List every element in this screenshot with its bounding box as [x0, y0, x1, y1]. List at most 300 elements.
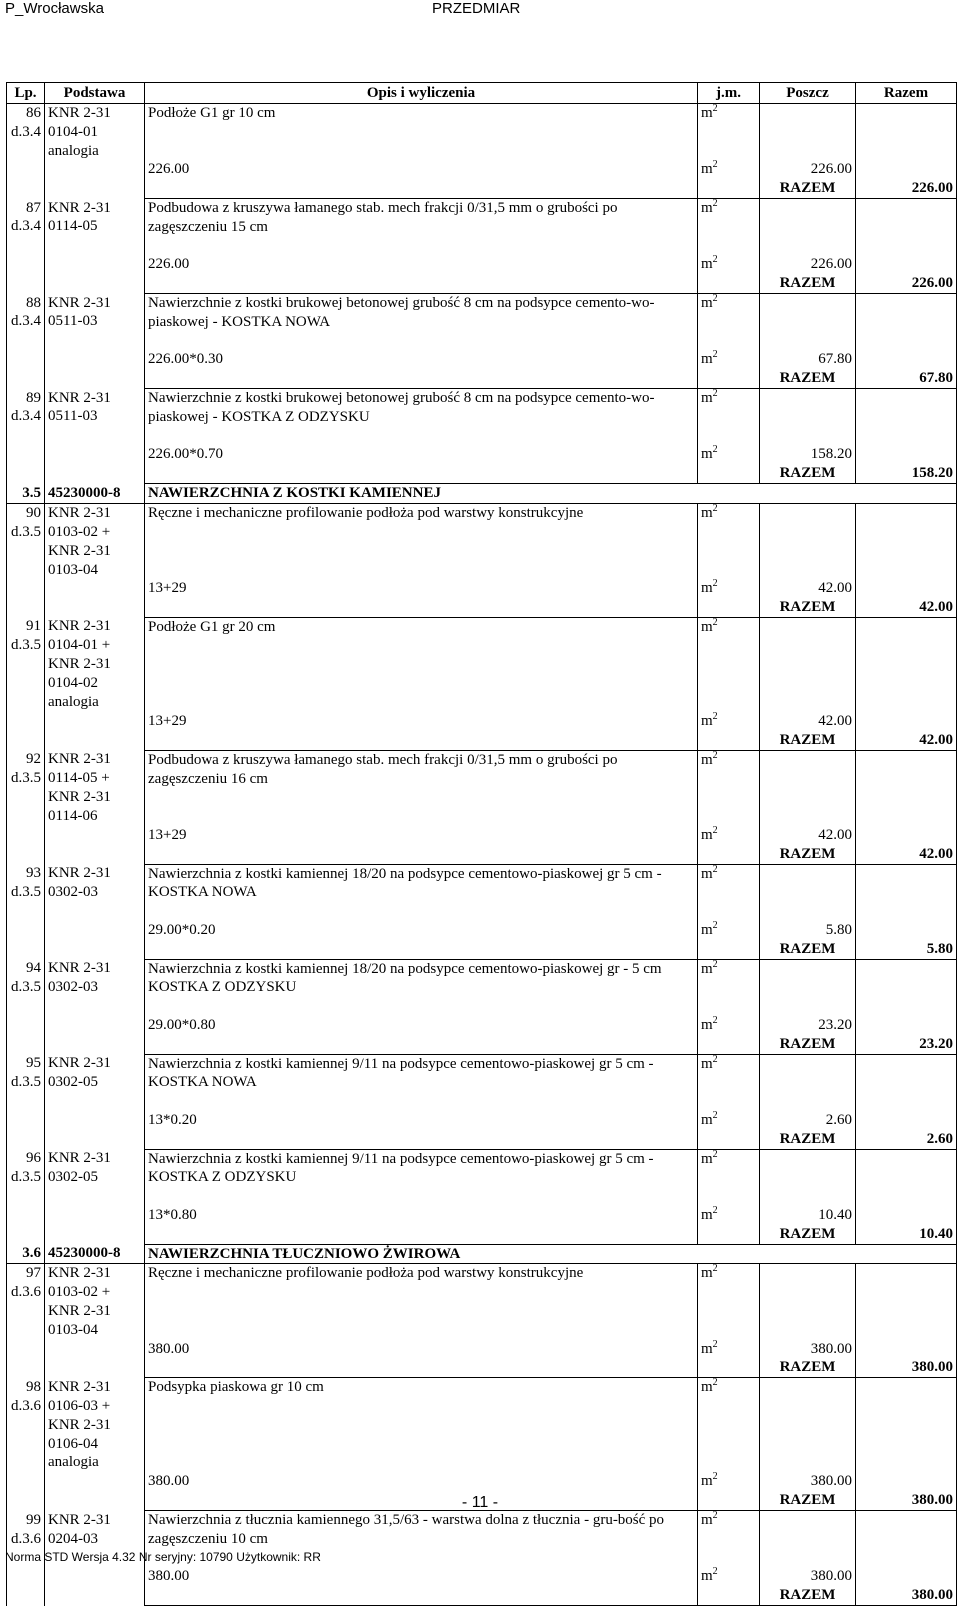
position-lp — [7, 389, 45, 484]
sum-empty — [856, 1511, 957, 1568]
calculation-expression: 13*0.80 — [145, 1206, 698, 1225]
qty-empty — [760, 1054, 856, 1111]
unit-cell — [698, 826, 760, 845]
calculation-row — [7, 1016, 957, 1035]
partial-quantity: 380.00 — [760, 1340, 856, 1359]
unit-cell — [698, 1264, 760, 1340]
qty-empty — [760, 959, 856, 1016]
base-line: 0511-03 — [48, 313, 98, 330]
qty-empty — [760, 389, 856, 446]
base-line: KNR 2-31 — [48, 105, 111, 121]
position-base — [45, 1054, 145, 1149]
table-row — [7, 1054, 957, 1111]
total-value: 158.20 — [856, 464, 957, 483]
sum-empty — [856, 445, 957, 464]
base-line: 0114-06 — [48, 807, 98, 824]
position-spec-ref: d.3.6 — [11, 1530, 41, 1547]
calculation-expression: 13+29 — [145, 579, 698, 598]
unit-superscript: 2 — [712, 1472, 718, 1483]
calculation-row — [7, 1206, 957, 1225]
total-label: RAZEM — [760, 731, 856, 750]
table-row — [7, 389, 957, 446]
calculation-expression: 380.00 — [145, 1340, 698, 1359]
unit-superscript: 2 — [712, 1510, 718, 1522]
qty-empty — [760, 1511, 856, 1568]
position-lp — [7, 503, 45, 617]
total-row — [7, 179, 957, 198]
unit-label: m — [701, 1206, 713, 1223]
position-spec-ref: d.3.5 — [11, 1073, 41, 1090]
sum-empty — [856, 503, 957, 579]
total-spacer — [698, 1130, 760, 1149]
qty-empty — [760, 294, 856, 351]
base-line: KNR 2-31 — [48, 1511, 111, 1528]
total-spacer — [698, 940, 760, 959]
unit-cell — [698, 1054, 760, 1111]
base-line: 0204-03 — [48, 1530, 98, 1547]
sum-empty — [856, 1149, 957, 1206]
base-line: KNR 2-31 — [48, 960, 111, 977]
sum-empty — [856, 617, 957, 712]
unit-cell — [698, 750, 760, 826]
unit-superscript: 2 — [712, 350, 718, 361]
unit-label: m — [701, 618, 713, 635]
partial-quantity: 10.40 — [760, 1206, 856, 1225]
base-line: KNR 2-31 — [48, 751, 111, 768]
position-description: Ręczne i mechaniczne profilowanie podłoża pod warstwy konstrukcyjne — [145, 503, 698, 579]
base-line: KNR 2-31 — [48, 504, 111, 521]
table-header-row — [7, 83, 957, 104]
base-line: KNR 2-31 — [48, 1055, 111, 1072]
position-description: Nawierzchnia z kostki kamiennej 18/20 na podsypce cementowo-piaskowej gr 5 cm - KOSTKA NOWA — [145, 864, 698, 921]
sum-empty — [856, 389, 957, 446]
partial-quantity: 5.80 — [760, 921, 856, 940]
position-description: Ręczne i mechaniczne profilowanie podłoża pod warstwy konstrukcyjne — [145, 1264, 698, 1340]
base-line: 0106-03 + — [48, 1397, 111, 1414]
total-label: RAZEM — [760, 464, 856, 483]
qty-empty — [760, 1149, 856, 1206]
position-number: 88 — [26, 294, 41, 311]
total-spacer — [145, 274, 698, 293]
total-label: RAZEM — [760, 369, 856, 388]
table-row — [7, 1378, 957, 1473]
sum-empty — [856, 1472, 957, 1491]
unit-label: m — [701, 1512, 713, 1529]
table-row — [7, 750, 957, 826]
sum-empty — [856, 1054, 957, 1111]
unit-superscript: 2 — [712, 617, 718, 628]
total-spacer — [698, 731, 760, 750]
unit-superscript: 2 — [712, 1054, 718, 1065]
position-description: Podbudowa z kruszywa łamanego stab. mech frakcji 0/31,5 mm o grubości po zagęszczeniu 16 cm — [145, 750, 698, 826]
position-base — [45, 959, 145, 1054]
unit-superscript: 2 — [712, 1263, 718, 1275]
total-value: 2.60 — [856, 1130, 957, 1149]
sum-empty — [856, 350, 957, 369]
position-spec-ref: d.3.5 — [11, 978, 41, 995]
col-header-lp: Lp. — [7, 83, 45, 104]
position-number: 87 — [26, 199, 41, 216]
total-row — [7, 1586, 957, 1605]
total-label: RAZEM — [760, 1130, 856, 1149]
position-number: 96 — [26, 1150, 41, 1167]
unit-label: m — [701, 1016, 713, 1033]
partial-quantity: 2.60 — [760, 1111, 856, 1130]
position-lp — [7, 617, 45, 750]
position-lp — [7, 864, 45, 959]
total-label: RAZEM — [760, 940, 856, 959]
unit-label: m — [701, 504, 713, 521]
position-description: Nawierzchnia z kostki kamiennej 9/11 na podsypce cementowo-piaskowej gr 5 cm - KOSTKA NOWA — [145, 1054, 698, 1111]
base-line: KNR 2-31 — [48, 865, 111, 882]
total-spacer — [698, 369, 760, 388]
section-row — [7, 484, 957, 504]
unit-cell — [698, 1340, 760, 1359]
unit-label: m — [701, 1055, 713, 1072]
sum-empty — [856, 579, 957, 598]
position-base — [45, 1378, 145, 1511]
sum-empty — [856, 104, 957, 161]
col-header-desc: Opis i wyliczenia — [145, 83, 698, 104]
unit-cell — [698, 579, 760, 598]
unit-superscript: 2 — [712, 920, 718, 931]
total-label: RAZEM — [760, 274, 856, 293]
position-number: 91 — [26, 618, 41, 635]
total-label: RAZEM — [760, 598, 856, 617]
total-spacer — [145, 1358, 698, 1377]
total-spacer — [698, 464, 760, 483]
position-number: 89 — [26, 389, 41, 406]
unit-superscript: 2 — [712, 198, 718, 209]
position-description: Nawierzchnia z kostki kamiennej 9/11 na podsypce cementowo-piaskowej gr 5 cm - KOSTKA Z ODZYSKU — [145, 1149, 698, 1206]
partial-quantity: 42.00 — [760, 826, 856, 845]
unit-superscript: 2 — [712, 825, 718, 836]
calculation-expression: 13+29 — [145, 826, 698, 845]
total-spacer — [698, 1358, 760, 1377]
unit-label: m — [701, 712, 713, 729]
sum-empty — [856, 750, 957, 826]
sum-empty — [856, 1016, 957, 1035]
calculation-expression: 380.00 — [145, 1472, 698, 1491]
unit-label: m — [701, 1568, 713, 1585]
total-row — [7, 845, 957, 864]
total-value: 42.00 — [856, 731, 957, 750]
position-number: 98 — [26, 1378, 41, 1395]
unit-label: m — [701, 161, 713, 178]
position-spec-ref: d.3.6 — [11, 1284, 41, 1301]
sum-empty — [856, 199, 957, 256]
position-base — [45, 617, 145, 750]
sum-empty — [856, 864, 957, 921]
base-line: 0114-05 — [48, 218, 98, 235]
total-row — [7, 598, 957, 617]
position-number: 97 — [26, 1265, 41, 1282]
header-project-name: P_Wrocławska — [5, 0, 104, 17]
unit-cell — [698, 1206, 760, 1225]
position-number: 93 — [26, 865, 41, 882]
calculation-row — [7, 160, 957, 179]
calculation-row — [7, 1111, 957, 1130]
base-line: 0104-01 + — [48, 637, 111, 654]
unit-cell — [698, 1511, 760, 1568]
position-spec-ref: d.3.4 — [11, 408, 41, 425]
total-label: RAZEM — [760, 1358, 856, 1377]
sum-empty — [856, 1264, 957, 1340]
calculation-expression: 29.00*0.80 — [145, 1016, 698, 1035]
total-spacer — [145, 464, 698, 483]
unit-superscript: 2 — [712, 1015, 718, 1026]
total-spacer — [698, 598, 760, 617]
total-spacer — [145, 1130, 698, 1149]
total-value: 42.00 — [856, 845, 957, 864]
unit-label: m — [701, 256, 713, 273]
calculation-expression: 226.00 — [145, 255, 698, 274]
position-description: Nawierzchnia z kostki kamiennej 18/20 na podsypce cementowo-piaskowej gr - 5 cm KOSTKA Z ODZYSKU — [145, 959, 698, 1016]
unit-superscript: 2 — [712, 160, 718, 171]
position-lp — [7, 1149, 45, 1244]
total-label: RAZEM — [760, 179, 856, 198]
position-lp — [7, 1054, 45, 1149]
partial-quantity: 226.00 — [760, 160, 856, 179]
total-spacer — [145, 1035, 698, 1054]
total-spacer — [698, 1586, 760, 1605]
total-label: RAZEM — [760, 1491, 856, 1510]
total-value: 226.00 — [856, 274, 957, 293]
unit-superscript: 2 — [712, 959, 718, 970]
unit-superscript: 2 — [712, 503, 718, 514]
sum-empty — [856, 160, 957, 179]
total-spacer — [698, 274, 760, 293]
calculation-row — [7, 445, 957, 464]
unit-cell — [698, 503, 760, 579]
unit-superscript: 2 — [712, 711, 718, 722]
table-row — [7, 864, 957, 921]
table-row — [7, 1149, 957, 1206]
unit-cell — [698, 389, 760, 446]
unit-label: m — [701, 826, 713, 843]
section-row — [7, 1244, 957, 1264]
base-line: 0104-02 — [48, 675, 98, 692]
unit-cell — [698, 1472, 760, 1491]
total-row — [7, 1130, 957, 1149]
unit-cell — [698, 255, 760, 274]
table-row — [7, 294, 957, 351]
sum-empty — [856, 294, 957, 351]
base-line: KNR 2-31 — [48, 294, 111, 311]
calculation-expression: 380.00 — [145, 1567, 698, 1586]
total-label: RAZEM — [760, 845, 856, 864]
sum-empty — [856, 1378, 957, 1473]
base-line: analogia — [48, 693, 99, 710]
unit-superscript: 2 — [712, 445, 718, 456]
total-row — [7, 940, 957, 959]
position-lp — [7, 294, 45, 389]
unit-superscript: 2 — [712, 579, 718, 589]
base-line: 0103-02 + — [48, 523, 111, 540]
qty-empty — [760, 1378, 856, 1473]
total-spacer — [145, 845, 698, 864]
unit-label: m — [701, 1340, 713, 1357]
unit-label: m — [701, 200, 713, 216]
total-row — [7, 369, 957, 388]
sum-empty — [856, 1111, 957, 1130]
sum-empty — [856, 1340, 957, 1359]
total-value: 10.40 — [856, 1225, 957, 1244]
unit-cell — [698, 445, 760, 464]
unit-cell — [698, 199, 760, 256]
unit-label: m — [701, 1379, 713, 1396]
section-title: NAWIERZCHNIA Z KOSTKI KAMIENNEJ — [145, 484, 957, 504]
section-code: 45230000-8 — [45, 484, 145, 504]
position-spec-ref: d.3.5 — [11, 770, 41, 787]
calculation-row — [7, 579, 957, 598]
unit-label: m — [701, 580, 713, 596]
base-line: 0114-05 + — [48, 770, 110, 787]
unit-label: m — [701, 295, 713, 311]
calculation-expression: 29.00*0.20 — [145, 921, 698, 940]
total-spacer — [145, 598, 698, 617]
total-value: 42.00 — [856, 598, 957, 617]
section-number: 3.5 — [7, 484, 45, 504]
position-description: Nawierzchnie z kostki brukowej betonowej grubość 8 cm na podsypce cemento-wo-piaskowej - KOSTKA NOWA — [145, 294, 698, 351]
sum-empty — [856, 255, 957, 274]
position-spec-ref: d.3.5 — [11, 883, 41, 900]
position-lp — [7, 750, 45, 864]
position-base — [45, 1149, 145, 1244]
unit-label: m — [701, 921, 713, 938]
partial-quantity: 380.00 — [760, 1472, 856, 1491]
calculation-row — [7, 921, 957, 940]
unit-superscript: 2 — [712, 103, 718, 114]
position-description: Podsypka piaskowa gr 10 cm — [145, 1378, 698, 1473]
position-base — [45, 294, 145, 389]
unit-superscript: 2 — [712, 750, 718, 761]
total-row — [7, 731, 957, 750]
position-lp — [7, 959, 45, 1054]
total-spacer — [145, 1586, 698, 1605]
software-note: Norma STD Wersja 4.32 Nr seryjny: 10790 Użytkownik: RR — [5, 1550, 321, 1564]
col-header-sum: Razem — [856, 83, 957, 104]
position-lp — [7, 199, 45, 294]
unit-superscript: 2 — [712, 1567, 718, 1578]
base-line: 0511-03 — [48, 408, 98, 425]
unit-superscript: 2 — [712, 1339, 718, 1350]
total-value: 23.20 — [856, 1035, 957, 1054]
base-line: KNR 2-31 — [48, 1378, 111, 1395]
unit-cell — [698, 712, 760, 731]
total-spacer — [698, 845, 760, 864]
table-row — [7, 503, 957, 579]
unit-label: m — [701, 105, 713, 121]
position-base — [45, 864, 145, 959]
base-line: 0103-04 — [48, 1322, 98, 1339]
calculation-expression: 13*0.20 — [145, 1111, 698, 1130]
base-line: 0302-03 — [48, 883, 98, 900]
position-description: Nawierzchnia z tłucznia kamiennego 31,5/63 - warstwa dolna z tłucznia - gru-bość po zagęszczeniu 10 cm — [145, 1511, 698, 1568]
calculation-expression: 226.00 — [145, 160, 698, 179]
calculation-row — [7, 826, 957, 845]
unit-superscript: 2 — [712, 255, 718, 266]
position-base — [45, 389, 145, 484]
unit-cell — [698, 921, 760, 940]
total-spacer — [145, 940, 698, 959]
unit-label: m — [701, 351, 713, 368]
base-line: KNR 2-31 — [48, 1416, 111, 1433]
partial-quantity: 23.20 — [760, 1016, 856, 1035]
total-label: RAZEM — [760, 1225, 856, 1244]
unit-cell — [698, 160, 760, 179]
unit-superscript: 2 — [712, 1377, 718, 1389]
total-value: 5.80 — [856, 940, 957, 959]
total-spacer — [145, 369, 698, 388]
sum-empty — [856, 826, 957, 845]
table-body — [7, 104, 957, 1606]
position-number: 99 — [26, 1511, 41, 1528]
section-number: 3.6 — [7, 1244, 45, 1264]
unit-cell — [698, 959, 760, 1016]
partial-quantity: 158.20 — [760, 445, 856, 464]
unit-label: m — [701, 960, 713, 977]
unit-cell — [698, 617, 760, 712]
unit-label: m — [701, 865, 713, 882]
base-line: KNR 2-31 — [48, 199, 111, 216]
quantity-survey-table — [6, 82, 957, 1606]
total-spacer — [145, 731, 698, 750]
position-number: 90 — [26, 504, 41, 521]
position-spec-ref: d.3.4 — [11, 313, 41, 330]
position-base — [45, 750, 145, 864]
partial-quantity: 380.00 — [760, 1567, 856, 1586]
position-lp — [7, 1378, 45, 1511]
unit-cell — [698, 350, 760, 369]
total-row — [7, 464, 957, 483]
position-base — [45, 199, 145, 294]
total-value: 67.80 — [856, 369, 957, 388]
total-value: 226.00 — [856, 179, 957, 198]
position-description: Podłoże G1 gr 10 cm — [145, 104, 698, 161]
sum-empty — [856, 921, 957, 940]
position-spec-ref: d.3.5 — [11, 1168, 41, 1185]
unit-label: m — [701, 1111, 713, 1128]
total-value: 380.00 — [856, 1586, 957, 1605]
position-spec-ref: d.3.5 — [11, 637, 41, 654]
position-lp — [7, 104, 45, 199]
total-row — [7, 1225, 957, 1244]
calculation-expression: 226.00*0.30 — [145, 350, 698, 369]
table-row — [7, 617, 957, 712]
partial-quantity: 42.00 — [760, 712, 856, 731]
unit-cell — [698, 1016, 760, 1035]
calculation-row — [7, 255, 957, 274]
position-description: Podbudowa z kruszywa łamanego stab. mech frakcji 0/31,5 mm o grubości po zagęszczeniu 15 cm — [145, 199, 698, 256]
sum-empty — [856, 959, 957, 1016]
position-spec-ref: d.3.5 — [11, 523, 41, 540]
section-code: 45230000-8 — [45, 1244, 145, 1264]
col-header-qty: Poszcz — [760, 83, 856, 104]
qty-empty — [760, 617, 856, 712]
base-line: 0302-03 — [48, 978, 98, 995]
qty-empty — [760, 104, 856, 161]
calculation-row — [7, 712, 957, 731]
header-document-type: PRZEDMIAR — [432, 0, 521, 17]
unit-superscript: 2 — [712, 1149, 718, 1160]
partial-quantity: 42.00 — [760, 579, 856, 598]
table-row — [7, 104, 957, 161]
base-line: 0302-05 — [48, 1073, 98, 1090]
col-header-base: Podstawa — [45, 83, 145, 104]
unit-superscript: 2 — [712, 293, 718, 304]
unit-label: m — [701, 390, 713, 406]
